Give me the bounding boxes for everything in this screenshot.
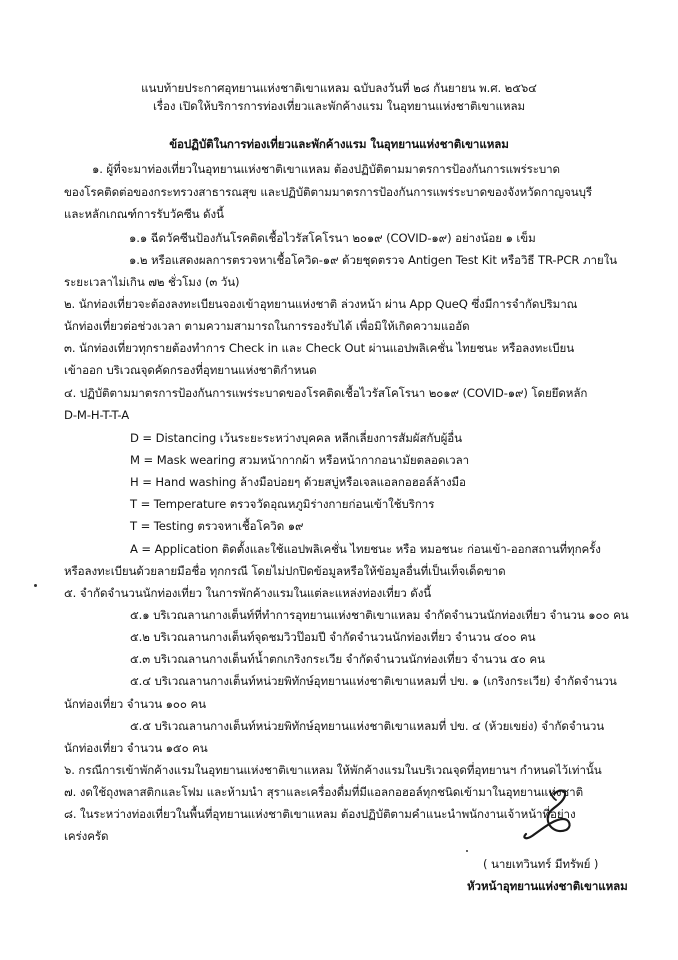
paragraph-line: เข้าออก บริเวณจุดคัดกรองที่อุทยานแห่งชาติกำหนด xyxy=(64,363,317,377)
paragraph-line: A = Application ติดตั้งและใช้แอปพลิเคชั่น ไทยชนะ หรือ หมอชนะ ก่อนเข้า-ออกสถานที่ทุกครั้ง xyxy=(130,542,601,556)
paragraph-line: ๕.๕ บริเวณลานกางเต็นท์หน่วยพิทักษ์อุทยานแห่งชาติเขาแหลมที่ ปข. ๔ (ห้วยเขย่ง) จำกัดจำนวน xyxy=(130,719,605,733)
paragraph-line: T = Temperature ตรวจวัดอุณหภูมิร่างกายก่อนเข้าใช้บริการ xyxy=(130,497,435,511)
scan-speck xyxy=(34,584,37,587)
paragraph-line: ๕.๓ บริเวณลานกางเต็นท์น้ำตกเกริงกระเวีย จำกัดจำนวนนักท่องเที่ยว จำนวน ๕๐ คน xyxy=(130,652,545,666)
paragraph-line: นักท่องเที่ยว จำนวน ๑๐๐ คน xyxy=(64,697,206,711)
paragraph-line: T = Testing ตรวจหาเชื้อโควิด ๑๙ xyxy=(130,519,304,533)
paragraph-line: ๑.๑ ฉีดวัคซีนป้องกันโรคติดเชื้อไวรัสโคโรนา ๒๐๑๙ (COVID-๑๙) อย่างน้อย ๑ เข็ม xyxy=(129,231,536,245)
paragraph-line: ของโรคติดต่อของกระทรวงสาธารณสุข และปฏิบัติตามมาตรการป้องกันการแพร่ระบาดของจังหวัดกาญจนบุรี xyxy=(64,185,592,199)
header-line-2: เรื่อง เปิดให้บริการการท่องเที่ยวและพักค้างแรม ในอุทยานแห่งชาติเขาแหลม xyxy=(152,99,525,113)
paragraph-line: นักท่องเที่ยว จำนวน ๑๕๐ คน xyxy=(64,741,208,755)
signature-mark xyxy=(510,786,580,846)
paragraph-line: เคร่งครัด xyxy=(64,829,109,843)
signatory-name: ( นายเทวินทร์ มีทรัพย์ ) xyxy=(483,857,599,871)
paragraph-line: D = Distancing เว้นระยะระหว่างบุคคล หลีกเลี่ยงการสัมผัสกับผู้อื่น xyxy=(130,431,462,445)
paragraph-line: ๑.๒ หรือแสดงผลการตรวจหาเชื้อโควิด-๑๙ ด้วยชุดตรวจ Antigen Test Kit หรือวิธี TR-PCR ภายใน xyxy=(129,253,617,267)
signatory-position: หัวหน้าอุทยานแห่งชาติเขาแหลม xyxy=(467,879,628,893)
paragraph-line: ๑. ผู้ที่จะมาท่องเที่ยวในอุทยานแห่งชาติเขาแหลม ต้องปฏิบัติตามมาตรการป้องกันการแพร่ระบาด xyxy=(92,162,560,176)
paragraph-line: และหลักเกณฑ์การรับวัคซีน ดังนี้ xyxy=(64,207,224,221)
document-title: ข้อปฏิบัติในการท่องเที่ยวและพักค้างแรม ในอุทยานแห่งชาติเขาแหลม xyxy=(169,137,509,151)
paragraph-line: หรือลงทะเบียนด้วยลายมือชื่อ ทุกกรณี โดยไม่ปกปิดข้อมูลหรือให้ข้อมูลอื่นที่เป็นเท็จเด็ดขาด xyxy=(64,564,506,578)
paragraph-line: ๕.๔ บริเวณลานกางเต็นท์หน่วยพิทักษ์อุทยานแห่งชาติเขาแหลมที่ ปข. ๑ (เกริงกระเวีย) จำกัดจำนวน xyxy=(130,674,617,688)
paragraph-line: ๒. นักท่องเที่ยวจะต้องลงทะเบียนจองเข้าอุทยานแห่งชาติ ล่วงหน้า ผ่าน App QueQ ซึ่งมีการจำกัดปริมาณ xyxy=(64,297,578,311)
paragraph-line: ระยะเวลาไม่เกิน ๗๒ ชั่วโมง (๓ วัน) xyxy=(64,275,240,289)
paragraph-line: ๕. จำกัดจำนวนนักท่องเที่ยว ในการพักค้างแรมในแต่ละแหล่งท่องเที่ยว ดังนี้ xyxy=(64,586,432,600)
paragraph-line: H = Hand washing ล้างมือบ่อยๆ ด้วยสบู่หรือเจลแอลกอฮอล์ล้างมือ xyxy=(130,475,466,489)
paragraph-line: D-M-H-T-T-A xyxy=(64,408,130,422)
header-line-1: แนบท้ายประกาศอุทยานแห่งชาติเขาแหลม ฉบับลงวันที่ ๒๘ กันยายน พ.ศ. ๒๕๖๔ xyxy=(141,81,537,95)
paragraph-line: นักท่องเที่ยวต่อช่วงเวลา ตามความสามารถในการรองรับได้ เพื่อมิให้เกิดความแออัด xyxy=(64,319,470,333)
scan-speck xyxy=(466,850,468,852)
paragraph-line: ๕.๑ บริเวณลานกางเต็นท์ที่ทำการอุทยานแห่งชาติเขาแหลม จำกัดจำนวนนักท่องเที่ยว จำนวน ๑๐๐ คน xyxy=(130,608,629,622)
paragraph-line: ๓. นักท่องเที่ยวทุกรายต้องทำการ Check in และ Check Out ผ่านแอปพลิเคชั่น ไทยชนะ หรือลงทะเบียน xyxy=(64,341,575,355)
paragraph-line: M = Mask wearing สวมหน้ากากผ้า หรือหน้ากากอนามัยตลอดเวลา xyxy=(130,453,469,467)
paragraph-line: ๘. ในระหว่างท่องเที่ยวในพื้นที่อุทยานแห่งชาติเขาแหลม ต้องปฏิบัติตามคำแนะนำพนักงานเจ้าหน้าที่อย่าง xyxy=(64,807,576,821)
paragraph-line: ๗. งดใช้ถุงพลาสติกและโฟม และห้ามนำ สุราและเครื่องดื่มที่มีแอลกอฮอล์ทุกชนิดเข้ามาในอุทยานแห่งชาติ xyxy=(64,785,584,799)
paragraph-line: ๖. กรณีการเข้าพักค้างแรมในอุทยานแห่งชาติเขาแหลม ให้พักค้างแรมในบริเวณจุดที่อุทยานฯ กำหนดไว้เท่านั้น xyxy=(64,763,602,777)
paragraph-line: ๕.๒ บริเวณลานกางเต็นท์จุดชมวิวป๊อมปี จำกัดจำนวนนักท่องเที่ยว จำนวน ๔๐๐ คน xyxy=(130,630,536,644)
paragraph-line: ๔. ปฏิบัติตามมาตรการป้องกันการแพร่ระบาดของโรคติดเชื้อไวรัสโคโรนา ๒๐๑๙ (COVID-๑๙) โดยยึดหลัก xyxy=(64,386,588,400)
